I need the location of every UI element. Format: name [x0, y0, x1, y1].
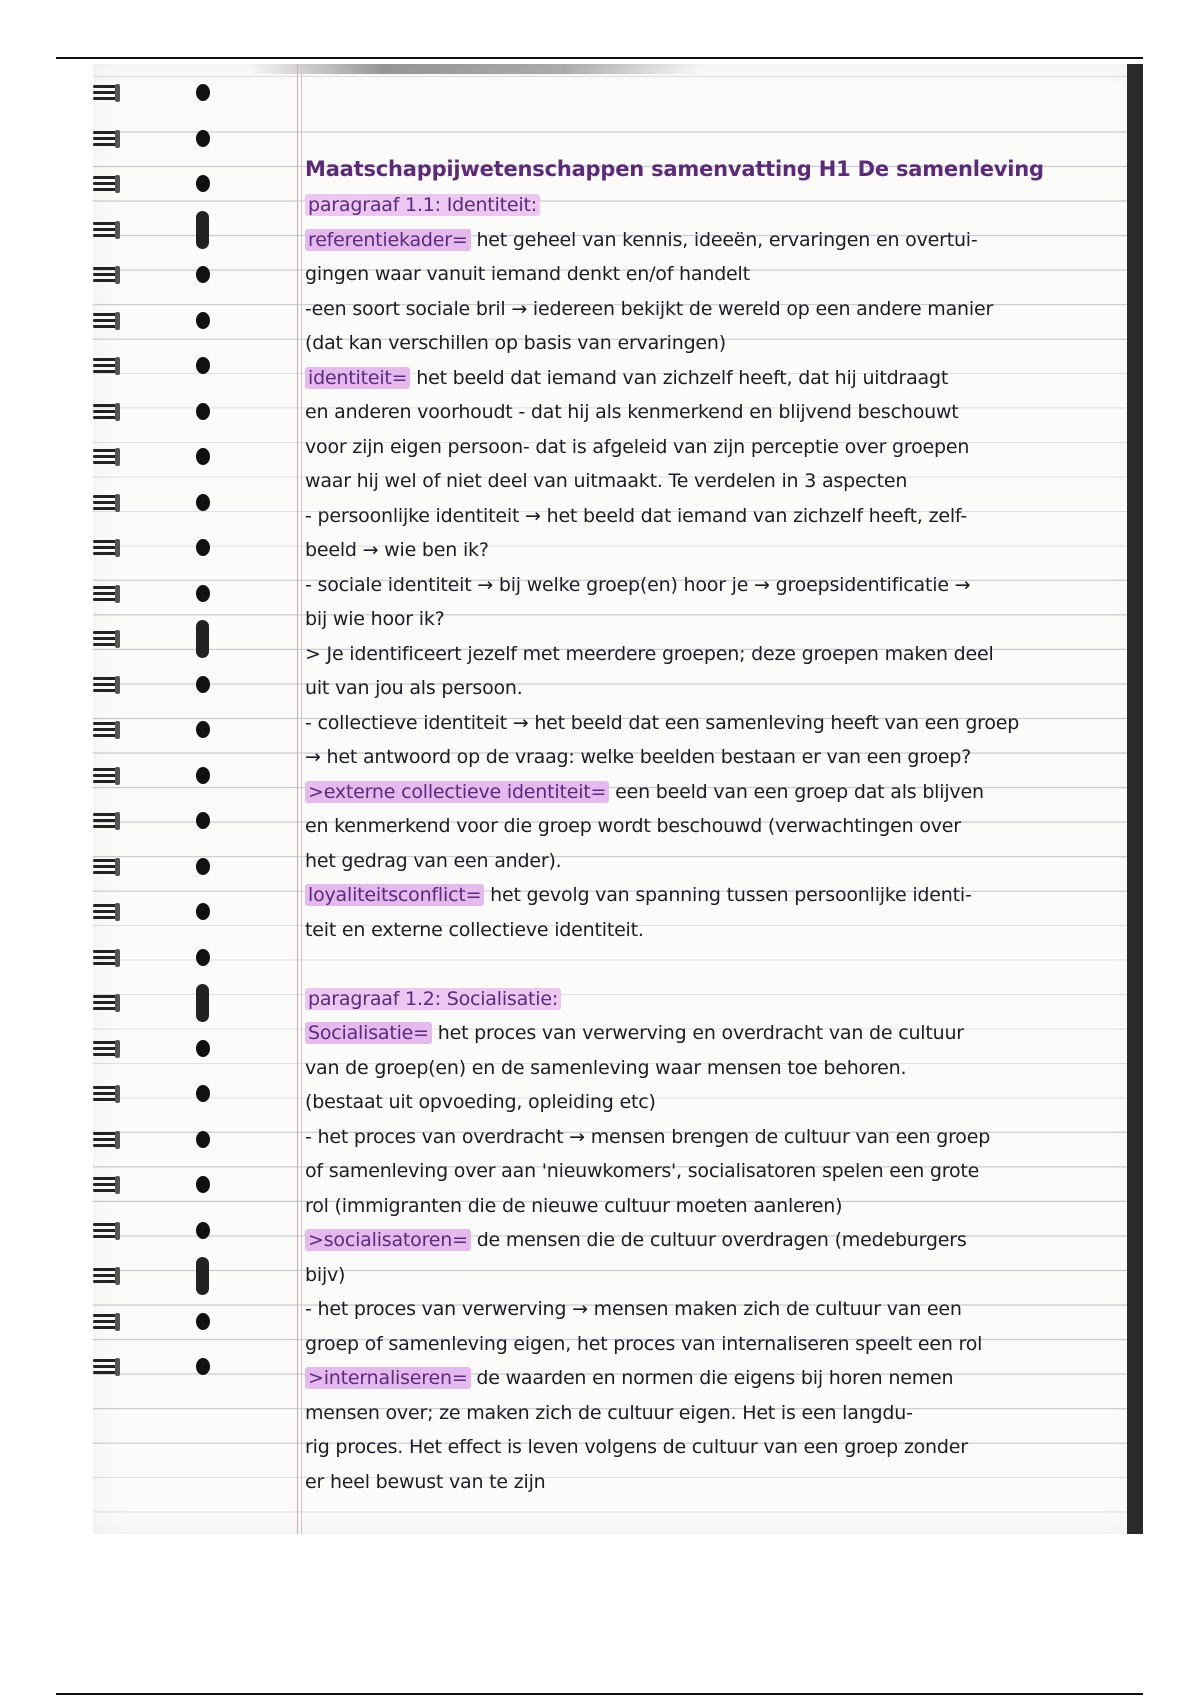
punched-hole — [196, 1131, 210, 1148]
punched-hole — [196, 949, 210, 966]
blank-line — [305, 947, 1130, 982]
punched-hole — [196, 175, 210, 192]
spiral-coil — [93, 175, 119, 195]
spiral-coil — [93, 676, 119, 696]
note-line: voor zijn eigen persoon- dat is afgeleid van zijn perceptie over groepen — [305, 435, 970, 458]
spiral-coil — [93, 1358, 119, 1378]
spiral-coil — [93, 130, 119, 150]
note-line: >externe collectieve identiteit= een beeld van een groep dat als blijven — [305, 775, 1130, 810]
note-line: rig proces. Het effect is leven volgens de cultuur van een groep zonder — [305, 1436, 968, 1458]
note-line: teit en externe collectieve identiteit. — [305, 918, 644, 941]
note-line: -een soort sociale bril → iedereen bekijkt de wereld op een andere manier — [305, 297, 994, 320]
note-line: >internaliseren= de waarden en normen die eigens bij horen nemen — [305, 1361, 1130, 1396]
margin-line-secondary — [301, 64, 302, 1534]
punched-hole — [196, 585, 210, 602]
spiral-coil — [93, 1313, 119, 1333]
handwritten-notes — [305, 152, 1130, 1499]
spiral-coil — [93, 1040, 119, 1060]
punched-hole — [196, 676, 210, 693]
note-line: - identiteit= het beeld dat iemand van zichzelf heeft, dat hij uitdraagt — [305, 361, 1130, 396]
page-title: Maatschappijwetenschappen samenvatting H1 De samenleving — [305, 157, 1044, 181]
note-line: - Socialisatie= het proces van verwerving en overdracht van de cultuur — [305, 1016, 1130, 1051]
note-line: bijv) — [305, 1263, 346, 1286]
spiral-coil — [93, 448, 119, 468]
punched-hole — [196, 1085, 210, 1102]
punched-hole — [196, 1358, 210, 1375]
punched-hole — [196, 448, 210, 465]
note-line: van de groep(en) en de samenleving waar mensen toe behoren. — [305, 1056, 907, 1079]
punched-hole — [196, 266, 210, 283]
spiral-coil — [93, 539, 119, 559]
note-line: er heel bewust van te zijn — [305, 1470, 546, 1493]
note-line: uit van jou als persoon. — [305, 677, 523, 699]
spiral-coil — [93, 1222, 119, 1242]
punched-hole — [196, 1222, 210, 1239]
note-line: mensen over; ze maken zich de cultuur eigen. Het is een langdu- — [305, 1401, 913, 1424]
note-line: - collectieve identiteit → het beeld dat een samenleving heeft van een groep — [305, 711, 1020, 734]
spiral-coil — [93, 1176, 119, 1196]
punched-hole — [196, 903, 210, 920]
punched-hole — [196, 984, 209, 1022]
spiral-coil — [93, 266, 119, 286]
spiral-coil — [93, 84, 119, 104]
note-line: of samenleving over aan 'nieuwkomers', socialisatoren spelen een grote — [305, 1160, 980, 1182]
spiral-coil — [93, 767, 119, 787]
punched-hole — [196, 403, 210, 420]
punched-hole — [196, 1176, 210, 1193]
spiral-coil — [93, 221, 119, 241]
spiral-coil — [93, 1085, 119, 1105]
punched-hole — [196, 1040, 210, 1057]
punched-hole — [196, 312, 210, 329]
punched-hole — [196, 767, 210, 784]
margin-line — [297, 64, 298, 1534]
note-line: beeld → wie ben ik? — [305, 539, 489, 561]
note-line: (dat kan verschillen op basis van ervaringen) — [305, 332, 726, 354]
spiral-coil — [93, 812, 119, 832]
note-line: - sociale identiteit → bij welke groep(en) hoor je → groepsidentificatie → — [305, 573, 971, 596]
note-line: rol (immigranten die de nieuwe cultuur moeten aanleren) — [305, 1194, 843, 1217]
note-line: groep of samenleving eigen, het proces van internaliseren speelt een rol — [305, 1332, 983, 1355]
punched-hole — [196, 1257, 209, 1295]
spiral-coil — [93, 994, 119, 1014]
spiral-coil — [93, 721, 119, 741]
punched-hole — [196, 494, 210, 511]
note-line: - loyaliteitsconflict= het gevolg van spanning tussen persoonlijke identi- — [305, 878, 1130, 913]
note-line: - persoonlijke identiteit → het beeld dat iemand van zichzelf heeft, zelf- — [305, 504, 968, 527]
spiral-coil — [93, 630, 119, 650]
section-heading-1-1: • paragraaf 1.1: Identiteit: — [305, 188, 1130, 223]
spiral-coil — [93, 312, 119, 332]
punched-hole — [196, 858, 210, 875]
page-top-rule — [56, 57, 1143, 59]
note-line: - het proces van verwerving → mensen maken zich de cultuur van een — [305, 1298, 962, 1320]
note-line: - referentiekader= het geheel van kennis, ideeën, ervaringen en overtui- — [305, 223, 1130, 258]
spiral-coil — [93, 903, 119, 923]
spiral-coil — [93, 585, 119, 605]
section-heading-1-2: • paragraaf 1.2: Socialisatie: — [305, 982, 1130, 1017]
punched-hole — [196, 211, 209, 249]
note-line: gingen waar vanuit iemand denkt en/of handelt — [305, 263, 750, 285]
punched-hole — [196, 357, 210, 374]
punched-hole — [196, 130, 210, 147]
punched-hole — [196, 1313, 210, 1330]
note-line: bij wie hoor ik? — [305, 608, 445, 630]
spiral-coil — [93, 949, 119, 969]
spiral-coil — [93, 494, 119, 514]
note-line: (bestaat uit opvoeding, opleiding etc) — [305, 1091, 656, 1113]
spiral-coil — [93, 357, 119, 377]
spiral-coil — [93, 403, 119, 423]
note-line: >socialisatoren= de mensen die de cultuur overdragen (medeburgers — [305, 1223, 1130, 1258]
note-line: > Je identificeert jezelf met meerdere groepen; deze groepen maken deel — [305, 642, 994, 665]
punched-hole — [196, 539, 210, 556]
spiral-coil — [93, 858, 119, 878]
page-bottom-rule — [56, 1693, 1143, 1695]
note-line: en anderen voorhoudt - dat hij als kenmerkend en blijvend beschouwt — [305, 401, 959, 423]
punched-hole — [196, 721, 210, 738]
note-line: en kenmerkend voor die groep wordt beschouwd (verwachtingen over — [305, 815, 961, 837]
note-line: het gedrag van een ander). — [305, 849, 562, 872]
spiral-coil — [93, 1267, 119, 1287]
note-line: waar hij wel of niet deel van uitmaakt. Te verdelen in 3 aspecten — [305, 470, 908, 492]
spiral-coil — [93, 1131, 119, 1151]
punched-hole — [196, 84, 210, 101]
note-line: → het antwoord op de vraag: welke beelden bestaan er van een groep? — [305, 746, 972, 768]
punched-hole — [196, 812, 210, 829]
note-line: - het proces van overdracht → mensen brengen de cultuur van een groep — [305, 1125, 991, 1148]
page-top-shadow — [250, 64, 700, 74]
punched-hole — [196, 620, 209, 658]
